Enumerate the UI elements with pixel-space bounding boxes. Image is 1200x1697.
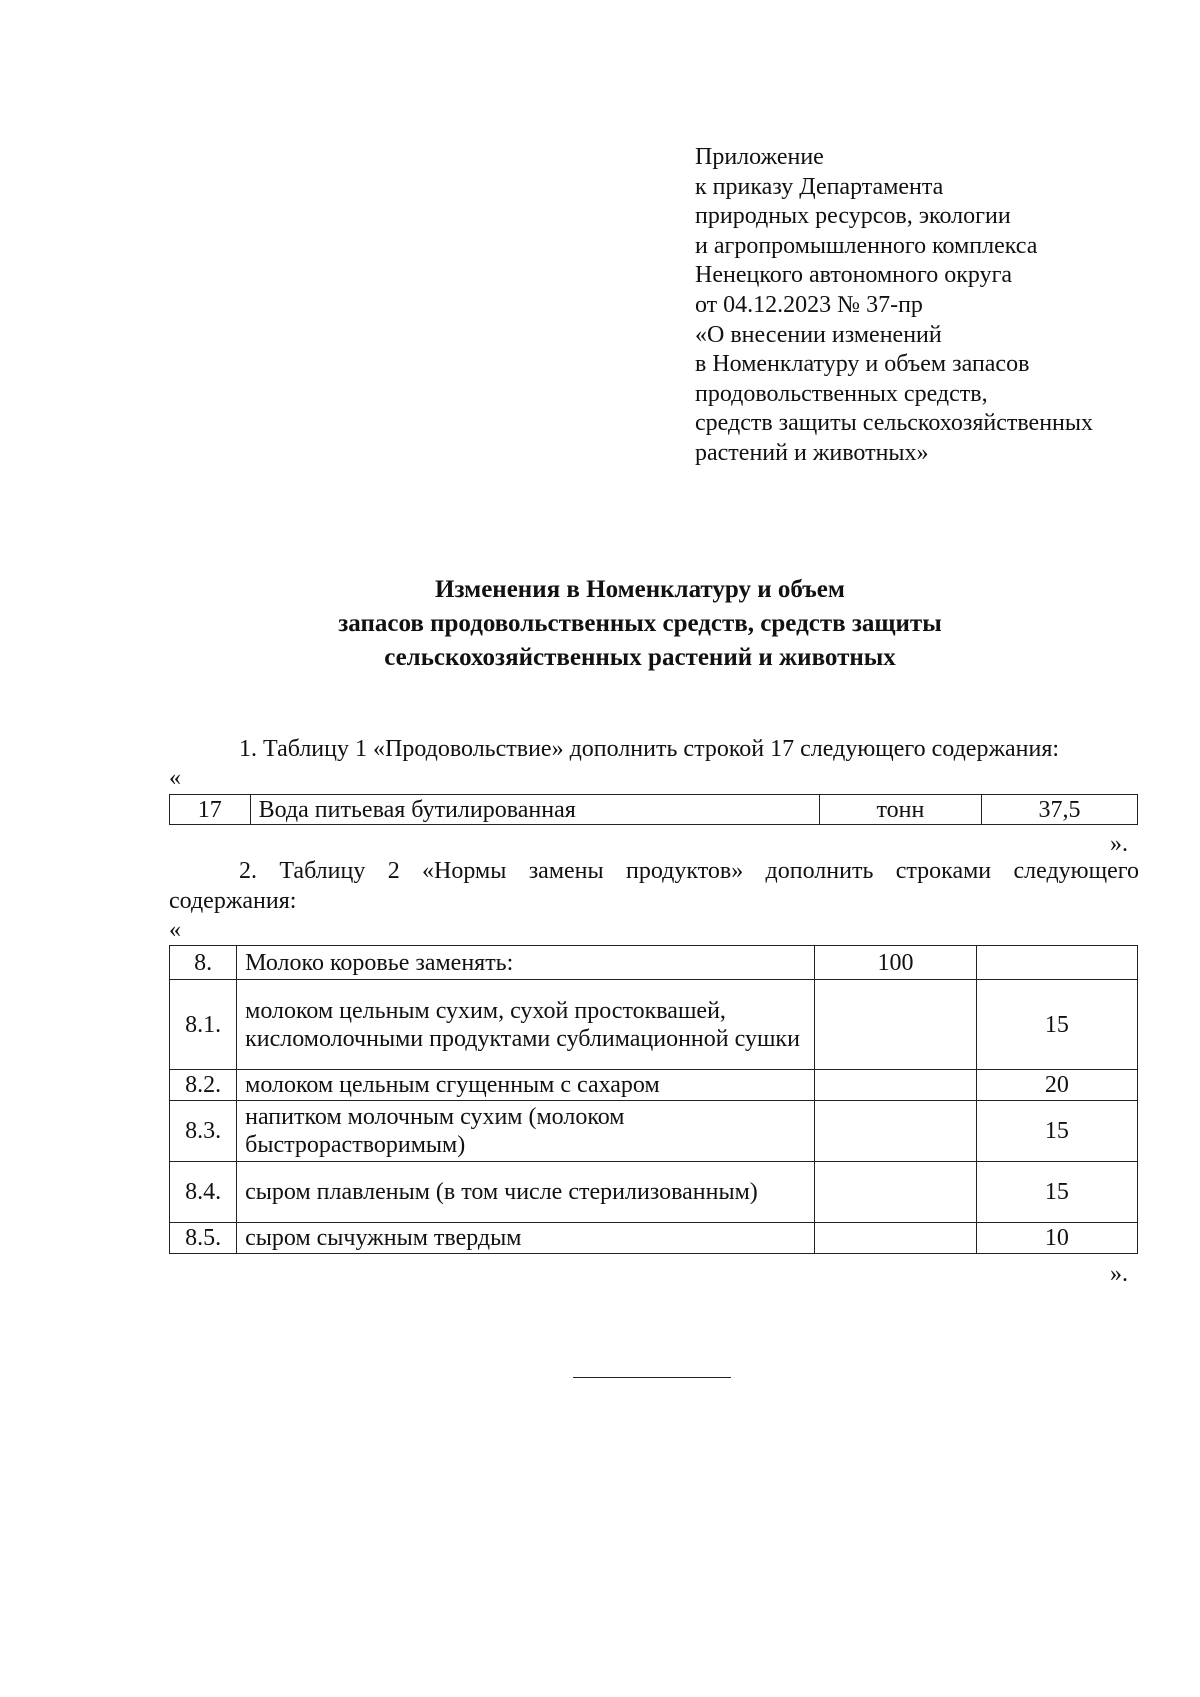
row-name: молоком цельным сухим, сухой простоквашей, кисломолочными продуктами сублимационной сушки bbox=[237, 980, 815, 1070]
appendix-line: от 04.12.2023 № 37-пр bbox=[695, 291, 923, 318]
row-replacement: 10 bbox=[976, 1223, 1137, 1254]
table-row bbox=[170, 1101, 1138, 1162]
appendix-line: к приказу Департамента bbox=[695, 173, 944, 200]
row-number: 8. bbox=[170, 946, 237, 980]
appendix-line: в Номенклатуру и объем запасов bbox=[695, 351, 1030, 378]
document-title bbox=[160, 573, 1120, 675]
row-name: Вода питьевая бутилированная bbox=[250, 795, 819, 825]
appendix-line: Приложение bbox=[695, 144, 824, 170]
title-line: запасов продовольственных средств, средств защиты bbox=[338, 610, 942, 637]
row-name: Молоко коровье заменять: bbox=[237, 946, 815, 980]
appendix-line: «О внесении изменений bbox=[695, 321, 942, 348]
row-number: 8.1. bbox=[170, 980, 237, 1070]
section-1-close-quote: ». bbox=[1110, 831, 1128, 857]
appendix-header bbox=[695, 143, 1165, 469]
table-row bbox=[170, 1070, 1138, 1101]
appendix-line: Ненецкого автономного округа bbox=[695, 262, 1013, 289]
table-row bbox=[170, 795, 1138, 825]
table-row bbox=[170, 1223, 1138, 1254]
section-2-open-quote: « bbox=[169, 917, 181, 943]
table-row bbox=[170, 1162, 1138, 1223]
row-name: напитком молочным сухим (молоком быстрорастворимым) bbox=[237, 1101, 815, 1162]
table-2-addition bbox=[169, 945, 1138, 1254]
row-base: 100 bbox=[815, 946, 976, 980]
row-base bbox=[815, 1223, 976, 1254]
row-name: сыром сычужным твердым bbox=[237, 1223, 815, 1254]
appendix-line: природных ресурсов, экологии bbox=[695, 203, 1011, 230]
appendix-line: продовольственных средств, bbox=[695, 380, 988, 407]
section-1-text: 1. Таблицу 1 «Продовольствие» дополнить строкой 17 следующего содержания: bbox=[239, 736, 1060, 762]
appendix-line: растений и животных» bbox=[695, 439, 929, 466]
row-number: 8.4. bbox=[170, 1162, 237, 1223]
row-number: 8.5. bbox=[170, 1223, 237, 1254]
row-amount: 37,5 bbox=[981, 795, 1137, 825]
section-1-open-quote: « bbox=[169, 765, 181, 791]
row-name: молоком цельным сгущенным с сахаром bbox=[237, 1070, 815, 1101]
row-base bbox=[815, 1101, 976, 1162]
row-unit: тонн bbox=[819, 795, 981, 825]
row-name: сыром плавленым (в том числе стерилизованным) bbox=[237, 1162, 815, 1223]
title-line: Изменения в Номенклатуру и объем bbox=[435, 576, 845, 603]
table-row bbox=[170, 946, 1138, 980]
end-separator-line bbox=[573, 1377, 731, 1378]
row-number: 17 bbox=[170, 795, 251, 825]
appendix-line: и агропромышленного комплекса bbox=[695, 232, 1038, 259]
row-replacement: 15 bbox=[976, 980, 1137, 1070]
row-number: 8.3. bbox=[170, 1101, 237, 1162]
table-1-addition bbox=[169, 794, 1138, 825]
title-line: сельскохозяйственных растений и животных bbox=[384, 644, 896, 671]
section-2-close-quote: ». bbox=[1110, 1261, 1128, 1287]
section-2-text: 2. Таблицу 2 «Нормы замены продуктов» дополнить строками следующего содержания: bbox=[169, 858, 1139, 914]
appendix-line: средств защиты сельскохозяйственных bbox=[695, 410, 1094, 437]
row-replacement: 15 bbox=[976, 1162, 1137, 1223]
row-number: 8.2. bbox=[170, 1070, 237, 1101]
table-row bbox=[170, 980, 1138, 1070]
row-base bbox=[815, 1070, 976, 1101]
row-base bbox=[815, 980, 976, 1070]
row-replacement: 15 bbox=[976, 1101, 1137, 1162]
row-replacement: 20 bbox=[976, 1070, 1137, 1101]
row-base bbox=[815, 1162, 976, 1223]
row-replacement bbox=[976, 946, 1137, 980]
